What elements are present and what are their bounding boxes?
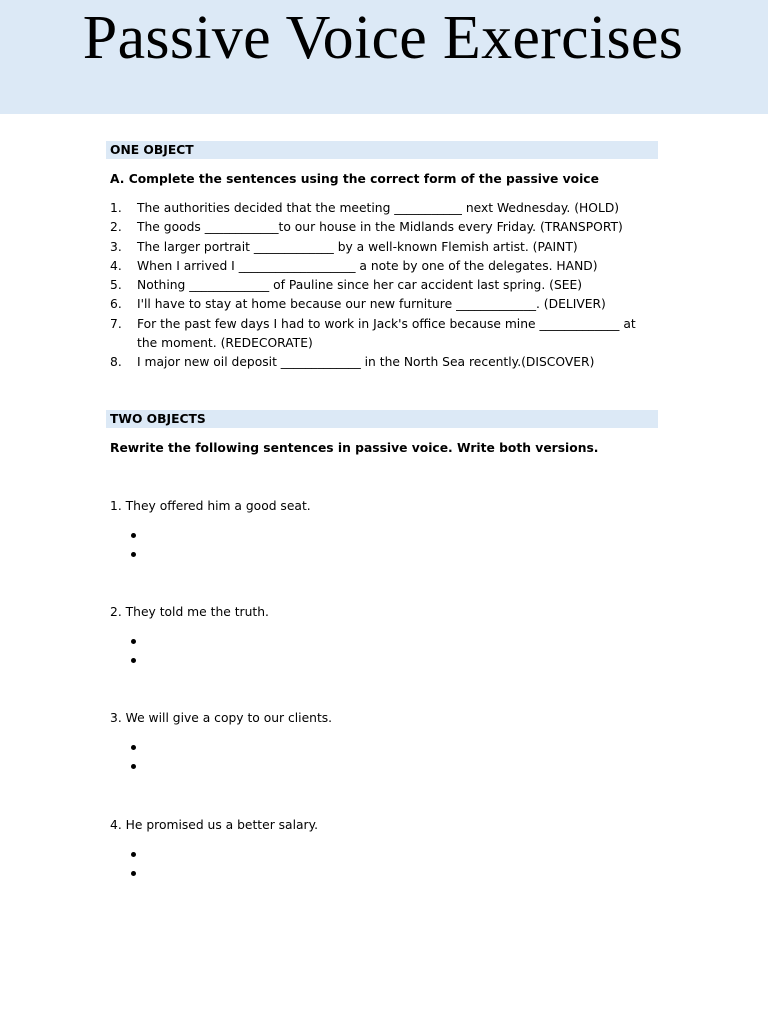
section-heading-two-objects: TWO OBJECTS [106, 410, 658, 428]
bullet-point [131, 745, 136, 750]
exercise-item [110, 353, 658, 372]
rewrite-question: 1. They offered him a good seat. [110, 499, 311, 513]
instruction-one-object: A. Complete the sentences using the correct form of the passive voice [110, 172, 599, 186]
item-text: When I arrived I ___________________ a note by one of the delegates. HAND) [137, 258, 598, 273]
item-text: The authorities decided that the meeting ___________ next Wednesday. (HOLD) [137, 201, 620, 215]
bullet-point [131, 852, 136, 857]
item-number: 2. [110, 220, 122, 235]
bullet-point [131, 639, 136, 644]
rewrite-question: 2. They told me the truth. [110, 605, 269, 619]
item-number: 8. [110, 355, 122, 370]
section-heading-one-object: ONE OBJECT [106, 141, 658, 159]
item-text: Nothing _____________ of Pauline since her car accident last spring. (SEE) [137, 278, 583, 293]
bullet-point [131, 764, 136, 769]
rewrite-question: 4. He promised us a better salary. [110, 818, 319, 832]
bullet-point [131, 552, 136, 557]
item-text: The larger portrait _____________ by a well-known Flemish artist. (PAINT) [137, 239, 578, 254]
item-number: 4. [110, 258, 122, 273]
item-text: I'll have to stay at home because our new furniture _____________. (DELIVER) [137, 297, 606, 312]
exercise-item [110, 199, 658, 218]
item-number: 3. [110, 239, 122, 254]
page-title: Passive Voice Exercises [82, 4, 684, 72]
exercise-item [110, 238, 658, 257]
item-text: For the past few days I had to work in Jack's office because mine _____________ at the moment. (REDECORATE) [137, 316, 636, 351]
bullet-point [131, 658, 136, 663]
exercise-item [110, 295, 658, 314]
bullet-point [131, 871, 136, 876]
exercise-item [110, 315, 658, 354]
item-number: 1. [110, 201, 122, 215]
exercise-item [110, 218, 658, 237]
instruction-two-objects: Rewrite the following sentences in passive voice. Write both versions. [110, 441, 599, 455]
item-text: I major new oil deposit _____________ in the North Sea recently.(DISCOVER) [137, 355, 595, 370]
bullet-point [131, 533, 136, 538]
rewrite-question: 3. We will give a copy to our clients. [110, 711, 333, 725]
item-number: 6. [110, 297, 122, 312]
item-number: 5. [110, 278, 122, 293]
item-number: 7. [110, 316, 122, 331]
exercise-item [110, 276, 658, 295]
item-text: The goods ____________to our house in the Midlands every Friday. (TRANSPORT) [137, 220, 623, 235]
exercise-list [110, 199, 658, 373]
exercise-item [110, 257, 658, 276]
